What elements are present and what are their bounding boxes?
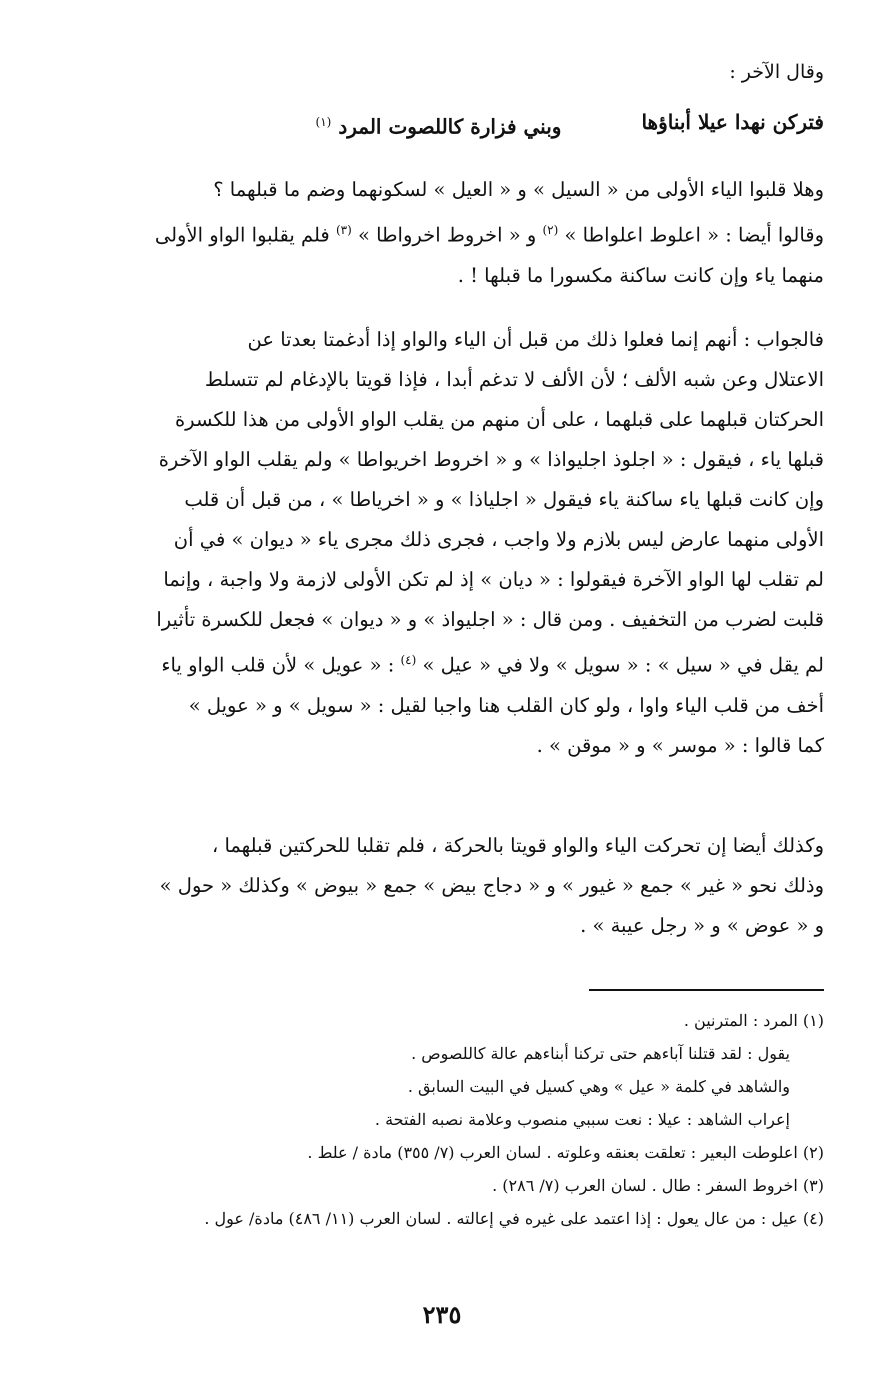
text-segment: وقالوا أيضا : « اعلوط اعلواطا » <box>564 223 824 247</box>
text-line: قلبت لضرب من التخفيف . ومن قال : « اجليواذ » و « ديوان » فجعل للكسرة تأثيرا <box>156 608 824 631</box>
paragraph-3 <box>54 826 824 946</box>
intro-text: وقال الآخر : <box>729 61 824 83</box>
footnote-divider <box>589 989 824 991</box>
verse-second-hemistich <box>316 102 562 147</box>
text-segment: : « عويل » لأن قلب الواو ياء <box>161 653 395 677</box>
text-line: وإن كانت قبلها ياء ساكنة ياء فيقول « اجلياذا » و « اخرياطا » ، من قبل أن قلب <box>184 488 824 511</box>
text-line: وذلك نحو « غير » جمع « غيور » و « دجاج بيض » جمع « بيوض » وكذلك « حول » <box>159 874 824 897</box>
text-line: لم تقلب لها الواو الآخرة فيقولوا : « ديان » إذ لم تكن الأولى لازمة ولا واجبة ، وإنما <box>163 568 824 591</box>
footnote-2: (٢) اعلوطت البعير : تعلقت بعنقه وعلوته . لسان العرب (٧/ ٣٥٥) مادة / علط . <box>307 1143 824 1162</box>
text-line: قبلها ياء ، فيقول : « اجلوذ اجليواذا » و « اخروط اخريواطا » ولم يقلب الواو الآخرة <box>158 448 824 471</box>
text-line: كما قالوا : « موسر » و « موقن » . <box>536 733 824 757</box>
footnote-ref-3: (٣) <box>335 223 352 237</box>
text-line: فالجواب : أنهم إنما فعلوا ذلك من قبل أن الياء والواو إذا أدغمتا بعدتا عن <box>247 328 824 351</box>
text-line: الاعتلال وعن شبه الألف ؛ لأن الألف لا تدغم أبدا ، فإذا قويتا بالإدغام لم تتسلط <box>204 368 824 391</box>
footnote-1: (١) المرد : المترنين . <box>683 1011 824 1030</box>
text-line: منهما ياء وإن كانت ساكنة مكسورا ما قبلها ! . <box>457 263 824 287</box>
verse-first-text: فتركن نهدا عيلا أبناؤها <box>641 110 824 134</box>
page-number: ٢٣٥ <box>422 1300 462 1329</box>
text-line <box>54 640 824 686</box>
text-segment: و « اخروط اخرواطا » <box>357 223 537 247</box>
footnote-3: (٣) اخروط السفر : طال . لسان العرب (٧/ ٢٨٦) . <box>492 1176 824 1195</box>
footnote-4: (٤) عيل : من عال يعول : إذا اعتمد على غيره في إعالته . لسان العرب (١١/ ٤٨٦) مادة/ عول . <box>204 1209 824 1228</box>
verse-first-hemistich <box>641 102 824 147</box>
text-line: و « عوض » و « رجل عيبة » . <box>580 914 824 937</box>
paragraph-1 <box>54 170 824 296</box>
text-line: وهلا قلبوا الياء الأولى من « السيل » و « العيل » لسكونهما وضم ما قبلهما ؟ <box>213 178 824 201</box>
footnote-1-line: إعراب الشاهد : عيلا : نعت سببي منصوب وعلامة نصبه الفتحة . <box>374 1110 790 1129</box>
text-line: الأولى منهما عارض ليس بلازم ولا واجب ، فجرى ذلك مجرى ياء « ديوان » في أن <box>173 528 824 551</box>
text-segment: فلم يقلبوا الواو الأولى <box>154 223 330 247</box>
text-line: الحركتان قبلهما على قبلهما ، على أن منهم من يقلب الواو الأولى من هذا للكسرة <box>174 408 824 431</box>
footnote-ref-2: (٢) <box>542 223 559 237</box>
text-segment: لم يقل في « سيل » : « سويل » ولا في « عيل » <box>422 653 824 677</box>
footnote-1-line: يقول : لقد قتلنا آباءهم حتى تركنا أبناءهم عالة كاللصوص . <box>411 1044 790 1063</box>
footnote-1-line: والشاهد في كلمة « عيل » وهي كسيل في البيت السابق . <box>407 1077 790 1096</box>
poetry-verse <box>54 102 824 147</box>
text-line <box>54 210 824 256</box>
paragraph-2 <box>54 320 824 766</box>
footnote-ref-1: (١) <box>315 115 332 129</box>
verse-second-text: وبني فزارة كاللصوت المرد <box>338 114 562 139</box>
text-line: وكذلك أيضا إن تحركت الياء والواو قويتا بالحركة ، فلم تقلبا للحركتين قبلهما ، <box>211 834 824 857</box>
intro-line <box>54 52 824 92</box>
text-line: أخف من قلب الياء واوا ، ولو كان القلب هنا واجبا لقيل : « سويل » و « عويل » <box>188 693 824 717</box>
footnote-ref-4: (٤) <box>400 653 417 667</box>
footnotes <box>54 1004 824 1235</box>
